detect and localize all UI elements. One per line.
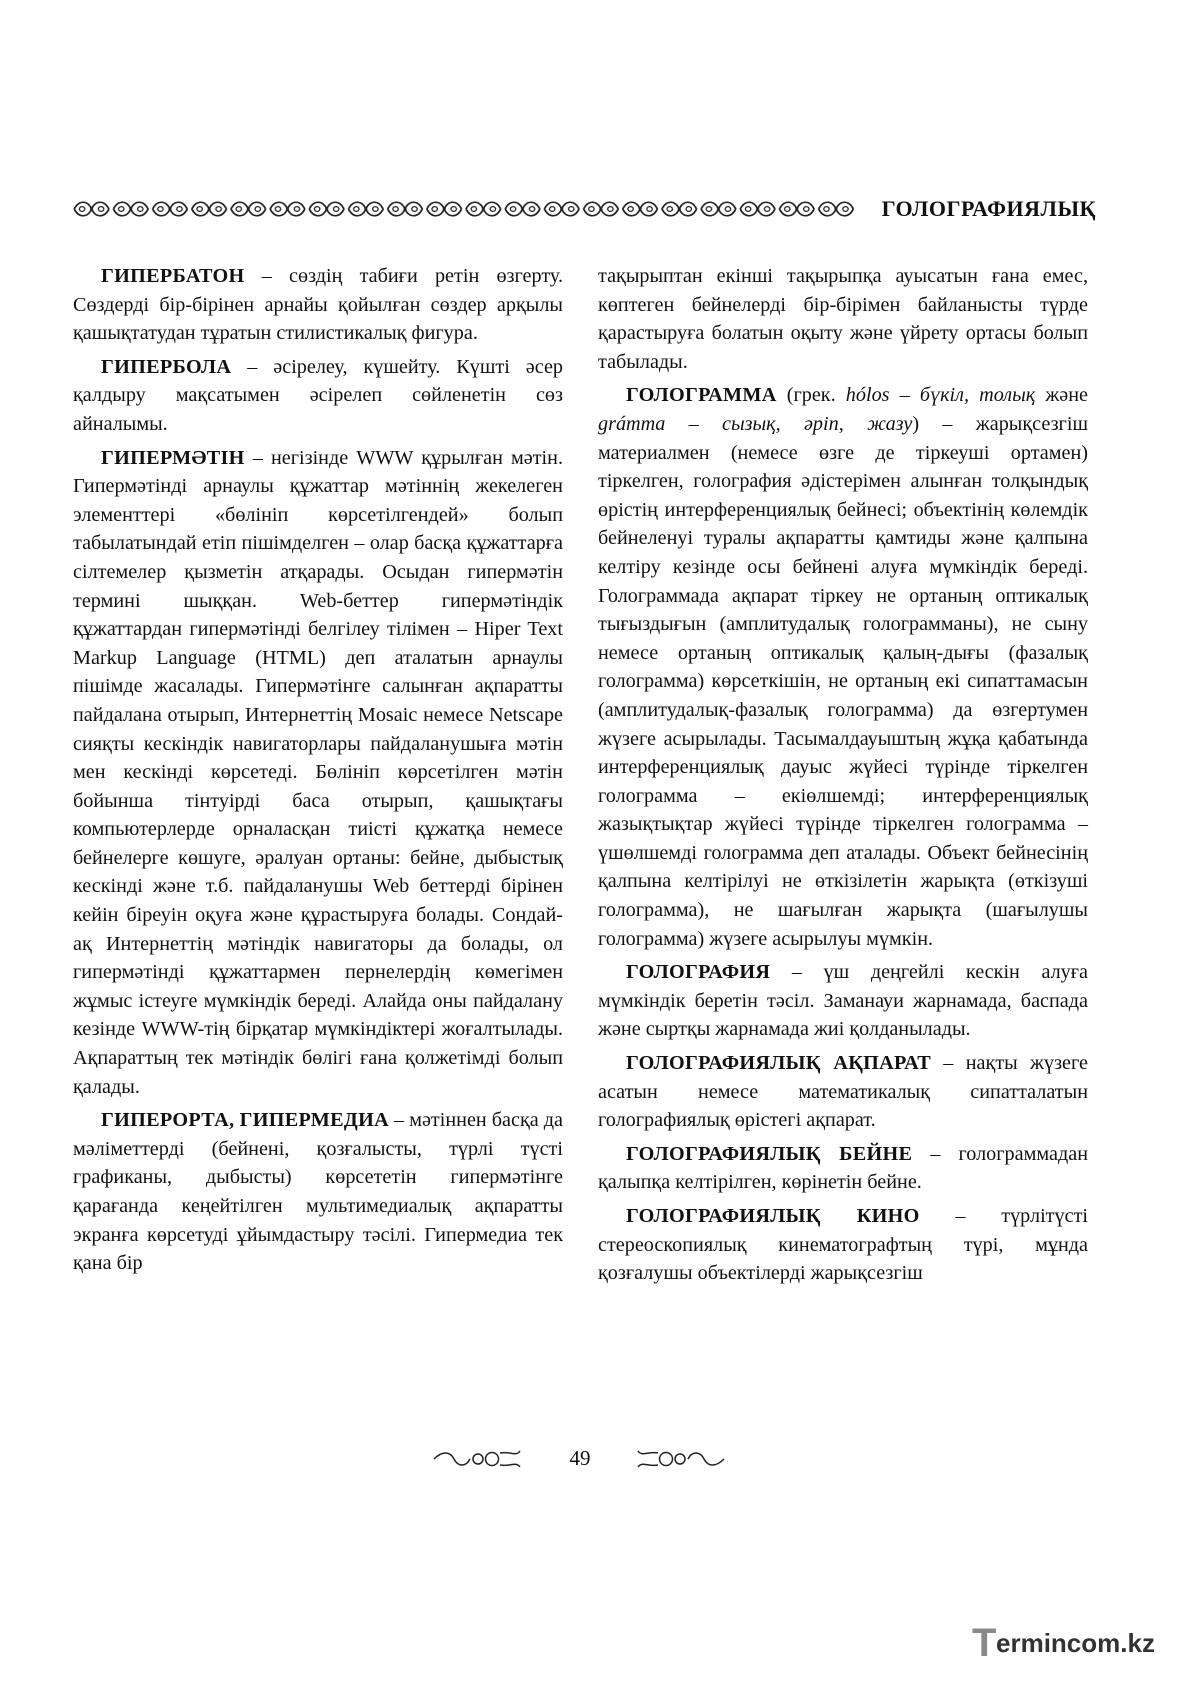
entry-term: ГОЛОГРАФИЯ bbox=[626, 961, 771, 984]
svg-text:T: T bbox=[972, 1621, 997, 1664]
etymology-italic: hólos – бүкіл, толық bbox=[845, 384, 1036, 407]
page-footer bbox=[0, 1444, 1191, 1474]
entry-text: және bbox=[1035, 384, 1088, 407]
left-column bbox=[73, 262, 563, 1278]
entry-text: – түрлітүсті стереоскопиялық кинематографтың түрі, мұнда қозғалушы объектілерді жарықсезгіш bbox=[598, 1205, 1088, 1285]
entry-text: тақырыптан екінші тақырыпқа ауысатын ғана емес, көптеген бейнелерді бір-бірімен байланысты түрде қарастыруға болатын оқыту және үйрету ортасы болып табылады. bbox=[598, 265, 1088, 373]
etymology-italic: grámma – сызық, әріп, жазу bbox=[598, 412, 913, 435]
entry-continuation bbox=[598, 262, 1088, 376]
entry-text: – мәтіннен басқа да мәліметтерді (бейнені, қозғалысты, түрлі түсті графиканы, дыбысты) көрсететін гипермәтінге қарағанда кеңейтілген мультимедиалық ақпаратты экранға көрсетуді ұйымдастыру тәсілі. Гипермедиа тек қана бір bbox=[73, 1109, 564, 1275]
entry-term: ГОЛОГРАФИЯЛЫҚ БЕЙНЕ bbox=[626, 1142, 913, 1165]
svg-text:ermincom.kz: ermincom.kz bbox=[996, 1628, 1155, 1658]
entry-term: ГИПЕРБАТОН bbox=[101, 265, 245, 287]
entry-text: ) – жарықсезгіш материалмен (немесе өзге де тіркеуші ортамен) тіркелген, голография әдістерімен алынған толқындық өрістің интерференциялық бейнесі; объектінің көлемдік бейнеленуі туралы ақпаратты қамтиды және қалпына келтіру кезінде осы бейнені алуға мүмкіндік береді. Голограммада ақпарат тіркеу не ортаның оптикалық тығыздығын (амплитудалық голограмманы), не сыну немесе ортаның оптикалық қалың-дығы (фазалық голограмма) көрсеткішін, не ортаның екі сипаттамасын (амплитудалық-фазалық голограмма) да өзгертумен жүзеге асырылады. Тасымалдауыштың жұқа қабатында интерференциялық дауыс жүйесі түрінде тіркелген голограмма – екіөлшемді; интерференциялық жазықтықтар жүйесі түрінде тіркелген голограмма – үшөлшемді голограмма деп аталады. Объект бейнесінің қалпына келтірілуі не өткізілетін жарықта (өткізуші голограмма), не шағылған жарықта (шағылушы голограмма) жүзеге асырылуы мүмкін. bbox=[598, 412, 1088, 950]
entry-giperbaton bbox=[73, 262, 563, 348]
entry-term: ГОЛОГРАФИЯЛЫҚ КИНО bbox=[626, 1205, 920, 1227]
entry-gologramma bbox=[598, 381, 1088, 953]
entry-term: ГИПЕРМӘТІН bbox=[101, 446, 245, 469]
entry-golografiyalyq-kino bbox=[598, 1202, 1088, 1288]
entry-gipermatin bbox=[73, 444, 563, 1102]
entry-golografiyalyq-beine bbox=[598, 1140, 1088, 1197]
entry-golografiya bbox=[598, 958, 1088, 1044]
entry-golografiyalyq-aqparat bbox=[598, 1049, 1088, 1135]
entry-text: – голограммадан қалыпқа келтірілген, көрінетін бейне. bbox=[598, 1142, 1089, 1194]
entry-term: ГИПЕРОРТА, ГИПЕРМЕДИА bbox=[101, 1109, 389, 1132]
termincom-logo bbox=[972, 1620, 1172, 1664]
entry-text: – әсірелеу, күшейту. Күшті әсер қалдыру мақсатымен әсірелеп сөйленетін сөз айналымы. bbox=[73, 355, 563, 435]
ornamental-border-icon bbox=[72, 197, 856, 221]
page-header bbox=[72, 194, 1096, 224]
footer-ornament-right-icon bbox=[636, 1447, 726, 1471]
entry-text: – негізінде WWW құрылған мәтін. Гипермәтінді арнаулы құжаттар мәтіннің жекелеген элементтері «бөлініп көрсетілгендей» болып табылатындай етіп пішімделген – олар басқа құжаттарға сілтемелер қызметін атқарады. Осыдан гипермәтін термині шыққан. Web-беттер гипермәтіндік құжаттардан гипермәтінді белгілеу тілімен – Hiper Text Markup Language (HTML) деп аталатын арнаулы пішімде жасалады. Гипермәтінге салынған ақпаратты пайдалана отырып, Интернеттің Mosaic немесе Netscape сияқты кескіндік навигаторлары пайдаланушыға мәтін мен кескінді көрсетеді. Бөлініп көрсетілген мәтін бойынша тінтуірді баса отырып, қашықтағы компьютерлерде орналасқан тиісті құжатқа немесе бейнелерге көшуге, әралуан ортаны: бейне, дыбыстық кескінді және т.б. пайдаланушы Web беттерді бірінен кейін біреуін оқуға және құрастыруға болады. Сондай-ақ Интернеттің мәтіндік навигаторы да болады, ол гипермәтінді құжаттармен пернелердің көмегімен жұмыс істеуге мүмкіндік береді. Алайда оны пайдалану кезінде WWW-тің бірқатар мүмкіндіктері жоғалтылады. Ақпараттың тек мәтіндік бөлігі ғана қолжетімді болып қалады. bbox=[73, 446, 563, 1098]
running-head: ГОЛОГРАФИЯЛЫҚ bbox=[881, 196, 1096, 221]
entry-text: – сөздің табиғи ретін өзгерту. Сөздерді бір-бірінен арнайы қойылған сөздер арқылы қашықтатудан тұратын стилистикалық фигура. bbox=[73, 265, 563, 345]
entry-giperbola bbox=[73, 353, 563, 439]
entry-text: (грек. bbox=[776, 384, 846, 407]
entry-text: – үш деңгейлі кескін алуға мүмкіндік беретін тәсіл. Заманауи жарнамада, баспада және сыртқы жарнамада жиі қолданылады. bbox=[598, 961, 1088, 1041]
entry-term: ГИПЕРБОЛА bbox=[101, 355, 232, 378]
entry-term: ГОЛОГРАФИЯЛЫҚ АҚПАРАТ bbox=[626, 1052, 931, 1075]
page-number: 49 bbox=[569, 1446, 591, 1470]
footer-ornament-left-icon bbox=[432, 1447, 522, 1471]
entry-term: ГОЛОГРАММА bbox=[626, 384, 777, 407]
entry-giperorta bbox=[73, 1106, 563, 1278]
entry-text: – нақты жүзеге асатын немесе математикалық сипатталатын голографиялық өрістегі ақпарат. bbox=[598, 1052, 1088, 1132]
right-column bbox=[598, 262, 1088, 1288]
